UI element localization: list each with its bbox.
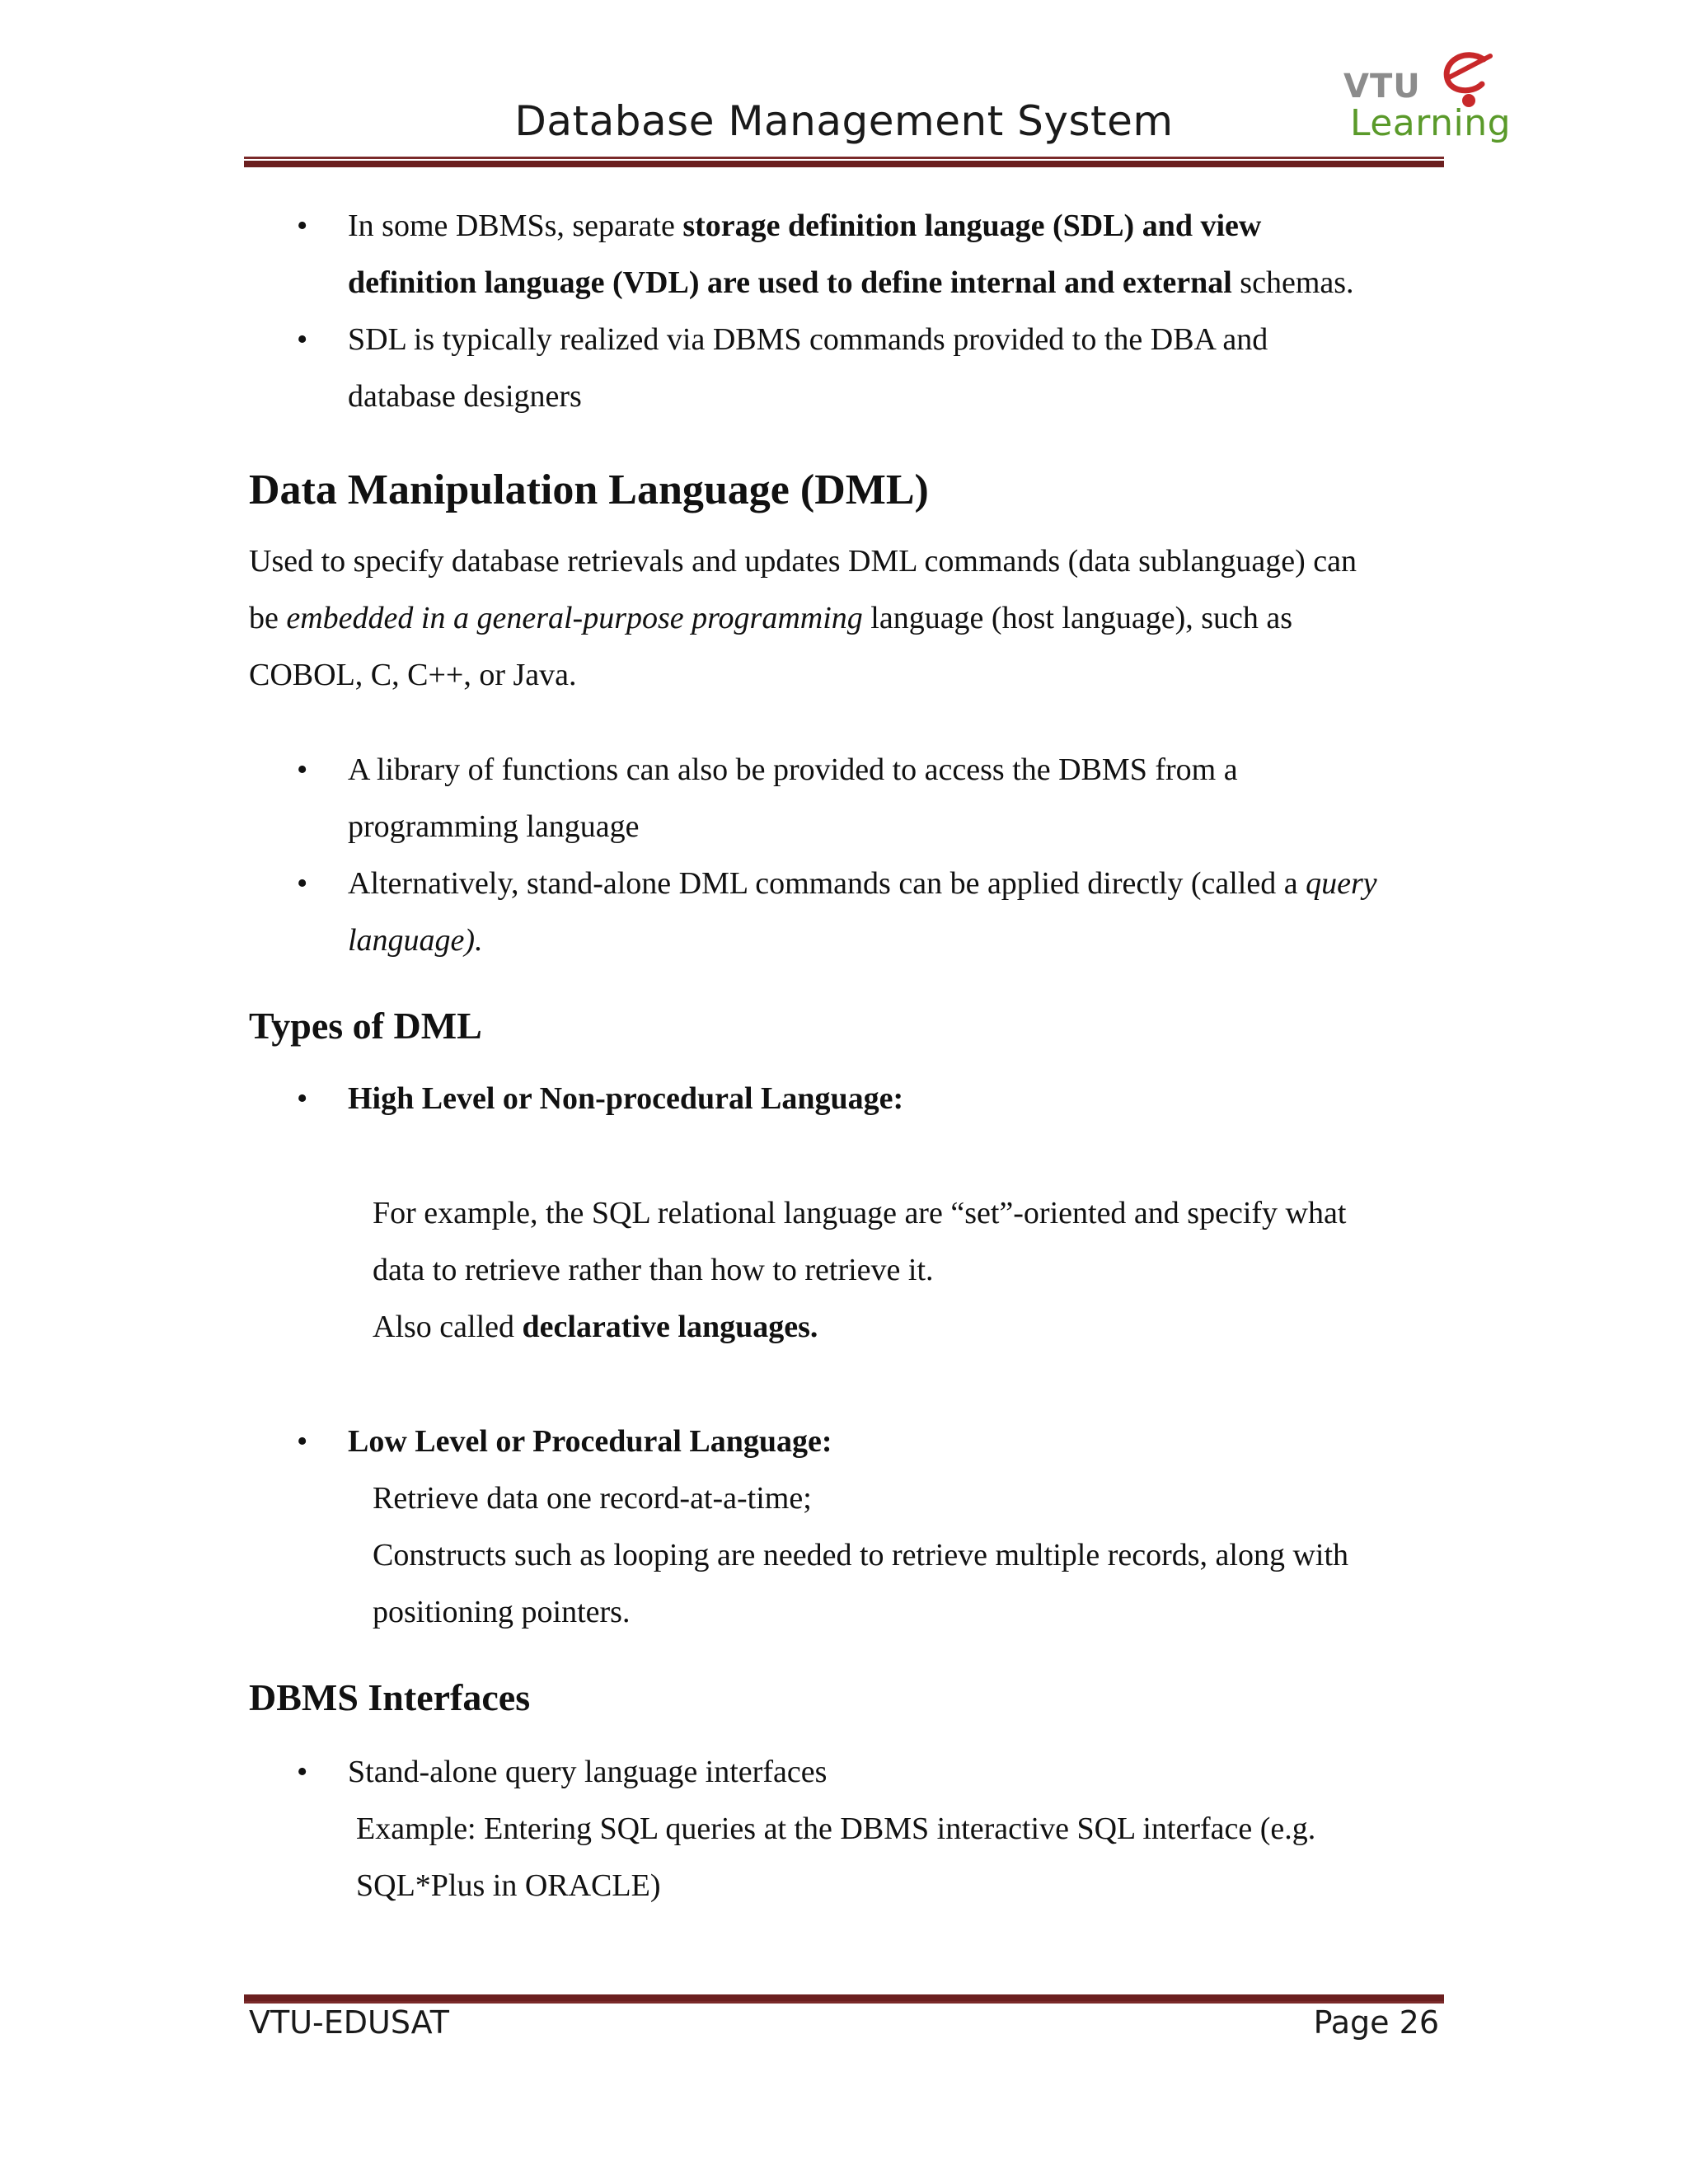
text-run-bold: declarative languages.	[522, 1310, 818, 1344]
bullet-glyph: •	[297, 1755, 308, 1789]
bullet-glyph: •	[297, 322, 308, 357]
footer-rule	[244, 1993, 1444, 2004]
text-line: SDL is typically realized via DBMS commands provided to the DBA and	[348, 322, 1268, 357]
dml-bullet-standalone	[249, 855, 1444, 969]
bullet-glyph: •	[297, 866, 308, 901]
text-run-bold: High Level or Non-procedural Language:	[348, 1081, 904, 1116]
text-run-italic: query	[1306, 866, 1377, 901]
dml-bullet-library	[249, 742, 1444, 855]
dml-type-low-level	[249, 1413, 1444, 1470]
text-line: positioning pointers.	[373, 1595, 631, 1629]
section-heading-dml: Data Manipulation Language (DML)	[249, 466, 929, 513]
text-run-italic: embedded in a general-purpose programming	[286, 601, 863, 635]
bullet-glyph: •	[297, 209, 308, 243]
bullet-glyph: •	[297, 752, 308, 787]
page-content	[249, 198, 1444, 1915]
text-line: Constructs such as looping are needed to retrieve multiple records, along with	[373, 1538, 1349, 1572]
text-run: be	[249, 601, 287, 635]
interface-example	[249, 1801, 1444, 1915]
text-line: Stand-alone query language interfaces	[348, 1755, 828, 1789]
text-line: data to retrieve rather than how to retrieve it.	[373, 1253, 934, 1287]
text-line: programming language	[348, 809, 640, 844]
interface-bullet-standalone	[249, 1744, 1444, 1801]
footer-page-number: Page 26	[1313, 2004, 1439, 2041]
text-run: schemas.	[1231, 265, 1354, 300]
vtu-elearning-logo	[1342, 43, 1512, 150]
text-run: Alternatively, stand-alone DML commands can be applied directly (called a	[348, 866, 1306, 901]
text-run-italic: language).	[348, 923, 483, 958]
text-line: Retrieve data one record-at-a-time;	[373, 1481, 812, 1516]
text-line: Used to specify database retrievals and updates DML commands (data sublanguage) can	[249, 544, 1357, 579]
footer-source: VTU-EDUSAT	[249, 2004, 449, 2041]
logo-learning-text: Learning	[1350, 102, 1512, 144]
ddl-bullet-sdl-vdl	[249, 198, 1444, 312]
dml-paragraph	[249, 533, 1444, 704]
text-run: In some DBMSs, separate	[348, 209, 683, 243]
text-line: SQL*Plus in ORACLE)	[356, 1868, 661, 1903]
page-header-title: Database Management System	[514, 97, 1174, 145]
text-line: Example: Entering SQL queries at the DBMS interactive SQL interface (e.g.	[356, 1811, 1316, 1846]
section-heading-types-of-dml: Types of DML	[249, 1005, 482, 1047]
text-run: Also called	[373, 1310, 523, 1344]
high-level-description	[249, 1185, 1444, 1356]
logo-vtu-text: VTU	[1343, 68, 1421, 105]
header-rule	[244, 157, 1444, 167]
bullet-glyph: •	[297, 1081, 308, 1116]
bullet-glyph: •	[297, 1424, 308, 1459]
text-run-bold: Low Level or Procedural Language:	[348, 1424, 832, 1459]
text-run: language (host language), such as	[862, 601, 1293, 635]
text-line: database designers	[348, 379, 582, 414]
section-heading-dbms-interfaces: DBMS Interfaces	[249, 1676, 531, 1718]
dml-type-high-level	[249, 1071, 1444, 1127]
text-line: For example, the SQL relational language are “set”-oriented and specify what	[373, 1196, 1347, 1230]
low-level-description	[249, 1470, 1444, 1641]
text-run-bold: storage definition language (SDL) and view	[682, 209, 1262, 243]
text-run-bold: definition language (VDL) are used to define internal and external	[348, 265, 1232, 300]
text-line: A library of functions can also be provided to access the DBMS from a	[348, 752, 1238, 787]
text-line: COBOL, C, C++, or Java.	[249, 658, 577, 692]
ddl-bullet-sdl-realized	[249, 312, 1444, 425]
